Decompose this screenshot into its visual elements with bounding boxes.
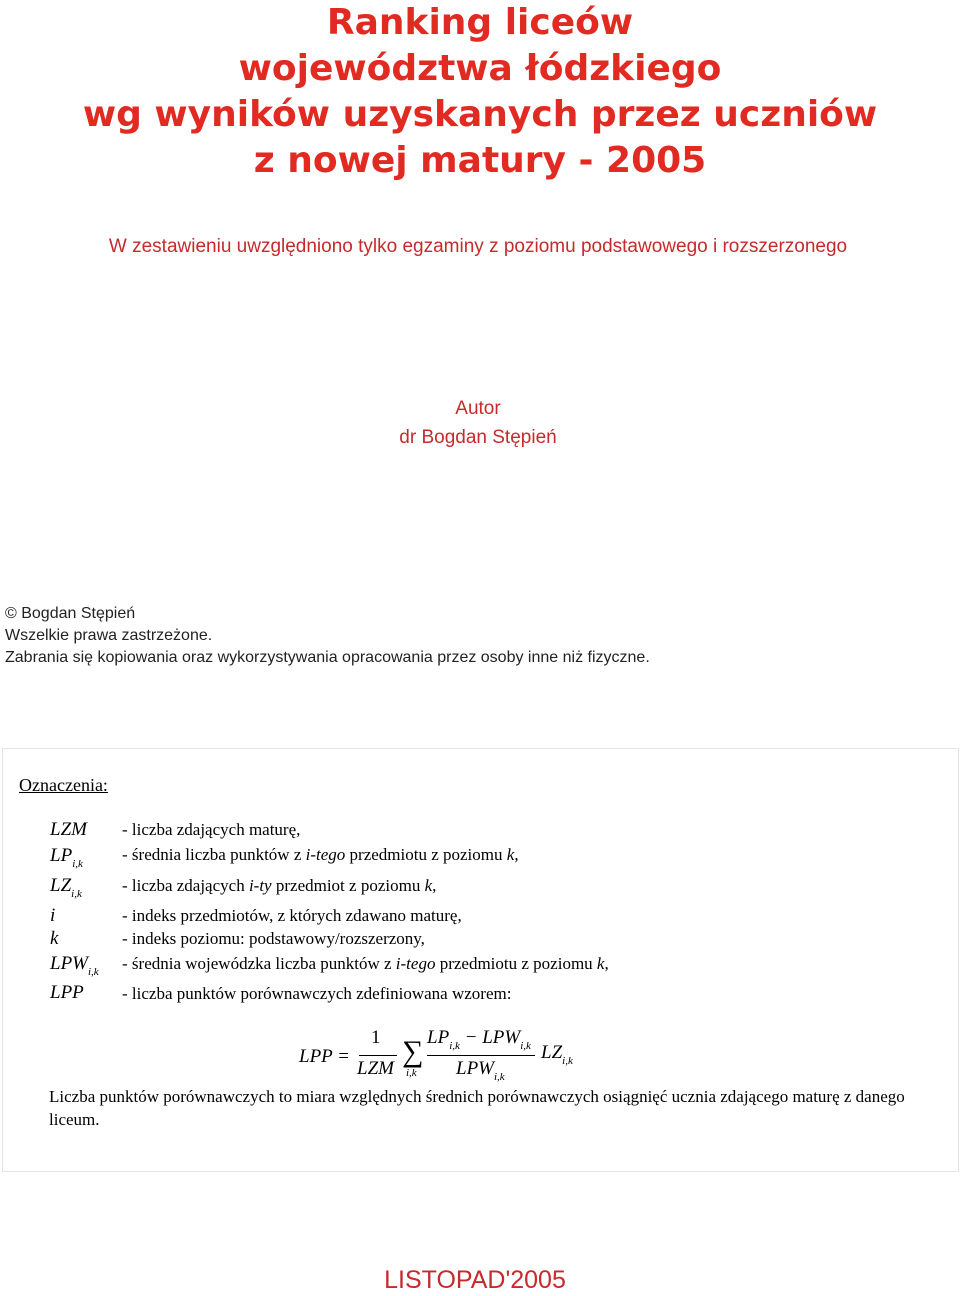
title-line-4: z nowej matury - 2005 <box>253 140 707 181</box>
formula-sum-sign: ∑ <box>402 1035 424 1068</box>
formula-main-bar <box>427 1055 535 1056</box>
legend-symbol: i <box>50 905 56 926</box>
title-line-2: województwa łódzkiego <box>238 48 722 89</box>
formula-lhs: LPP = <box>299 1046 351 1067</box>
legend-symbol: LZM <box>50 819 87 840</box>
legend-description: - indeks przedmiotów, z których zdawano maturę, <box>122 906 462 925</box>
author-label: Autor <box>455 398 501 419</box>
legend-box <box>2 748 959 1172</box>
legend-description: - średnia liczba punktów z i-tego przedmiotu z poziomu k, <box>122 845 519 864</box>
rights-reserved-line: Wszelkie prawa zastrzeżone. <box>5 627 213 644</box>
legend-symbol: LPP <box>50 982 84 1003</box>
copy-prohibition-line: Zabrania się kopiowania oraz wykorzystywania opracowania przez osoby inne niż fizyczne. <box>5 649 650 666</box>
document-title <box>0 0 960 184</box>
legend-symbol: $LPW_{i,k}$ <box>50 953 99 978</box>
subtitle: W zestawieniu uwzględniono tylko egzaminy z poziomu podstawowego i rozszerzonego <box>108 236 848 257</box>
legend-symbol: $LZ_{i,k}$ <box>50 875 82 900</box>
rights-notice <box>5 603 650 669</box>
legend-description: - średnia wojewódzka liczba punktów z i-tego przedmiotu z poziomu k, <box>122 954 609 973</box>
legend-description: - indeks poziomu: podstawowy/rozszerzony, <box>122 929 425 948</box>
formula-fraction-bar <box>359 1055 397 1056</box>
title-line-3: wg wyników uzyskanych przez uczniów <box>82 94 878 135</box>
legend-symbol: $LP_{i,k}$ <box>50 845 83 870</box>
formula-numerator: $LP_{i,k} - LPW_{i,k}$ <box>427 1027 531 1052</box>
legend-symbol: k <box>50 928 59 949</box>
formula-sum-index: i,k <box>406 1067 417 1079</box>
author-block <box>0 394 956 452</box>
legend-description: - liczba punktów porównawczych zdefiniowana wzorem: <box>122 984 512 1003</box>
legend-description: - liczba zdających maturę, <box>122 820 301 839</box>
lpp-explanation: Liczba punktów porównawczych to miara względnych średnich porównawczych osiągnięć ucznia zdającego maturę z danego liceum. <box>49 1087 905 1129</box>
formula-tail: $LZ_{i,k}$ <box>541 1042 573 1067</box>
copyright-line: © Bogdan Stępień <box>5 605 136 622</box>
author-name: dr Bogdan Stępień <box>399 427 557 448</box>
formula-denominator: $LPW_{i,k}$ <box>456 1058 505 1083</box>
formula-lzm: LZM <box>357 1058 394 1079</box>
footer-date: LISTOPAD'2005 <box>384 1266 566 1294</box>
legend-heading: Oznaczenia: <box>19 775 108 795</box>
formula-one: 1 <box>371 1027 381 1048</box>
title-line-1: Ranking liceów <box>326 2 634 43</box>
legend-description: - liczba zdających i-ty przedmiot z poziomu k, <box>122 876 437 895</box>
